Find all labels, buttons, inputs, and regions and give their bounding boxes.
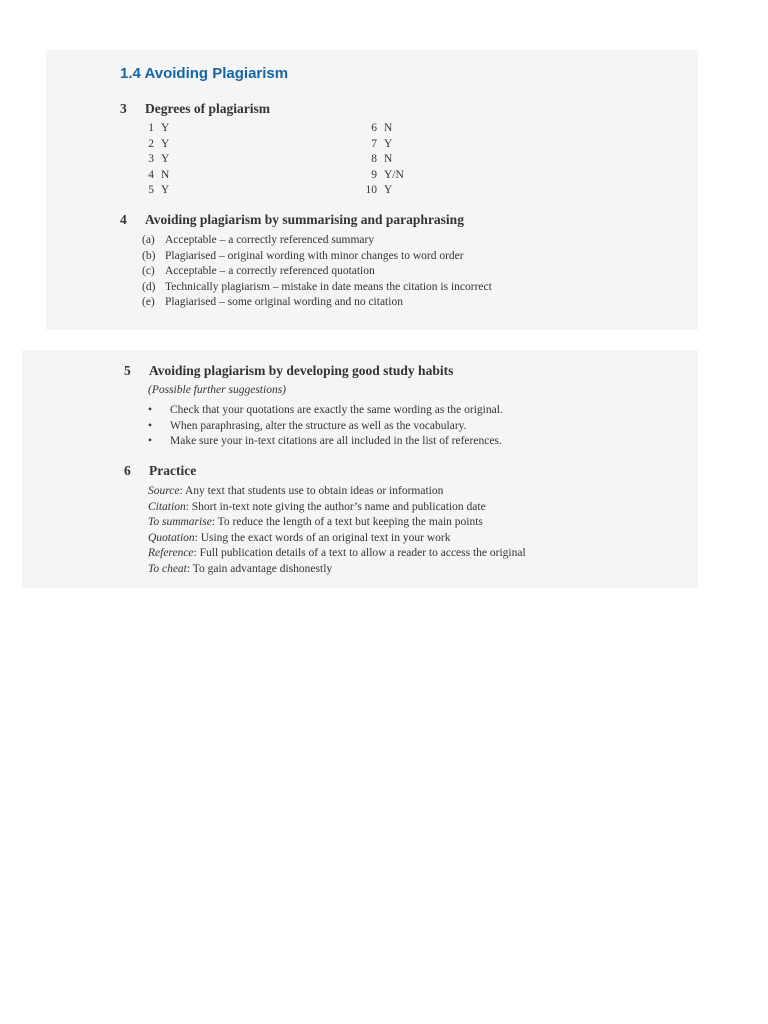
degree-answer: Y — [161, 184, 170, 197]
degree-answer: Y — [384, 137, 393, 150]
degree-number: 9 — [371, 168, 377, 181]
list-item — [148, 419, 503, 435]
degree-number: 3 — [148, 153, 154, 166]
degree-number: 6 — [371, 122, 377, 134]
section-title: Degrees of plagiarism — [145, 101, 270, 116]
degree-row — [361, 137, 404, 153]
bullet: • — [148, 435, 153, 448]
definition-row — [148, 500, 526, 516]
definition-row — [148, 484, 526, 500]
section-number: 3 — [120, 101, 127, 116]
degree-answer: N — [384, 153, 393, 166]
definition-row — [148, 546, 526, 562]
list-item — [148, 434, 503, 450]
section-3-heading — [120, 101, 270, 117]
item-text: Acceptable – a correctly referenced quotation — [165, 265, 375, 278]
bullet: • — [148, 404, 153, 416]
degree-row — [361, 152, 404, 168]
definition-row — [148, 515, 526, 531]
definitions-list — [148, 484, 526, 578]
degree-answer: N — [384, 122, 393, 134]
degree-row — [138, 121, 169, 137]
degree-row — [138, 183, 169, 199]
definition-term: Citation — [148, 500, 186, 513]
definition-term: Quotation — [148, 531, 195, 544]
definition-text: : To gain advantage dishonestly — [186, 562, 333, 575]
degree-number: 10 — [365, 184, 377, 197]
definition-row — [148, 531, 526, 547]
degree-number: 2 — [148, 137, 154, 150]
section-6-heading — [124, 463, 196, 479]
definition-text: : Short in-text note giving the author’s name and publication date — [185, 500, 486, 513]
list-item — [142, 249, 492, 265]
definition-term: To summarise — [148, 516, 212, 529]
definition-term: Source — [148, 485, 180, 497]
definition-row — [148, 562, 526, 578]
item-text: Plagiarised – some original wording and no citation — [165, 296, 403, 309]
definition-term: To cheat — [148, 562, 187, 575]
section-5-heading — [124, 363, 453, 379]
degree-row — [361, 183, 404, 199]
item-text: Plagiarised – original wording with minor changes to word order — [165, 249, 464, 262]
section-number: 4 — [120, 212, 127, 227]
section-title: Avoiding plagiarism by summarising and paraphrasing — [145, 212, 464, 227]
degree-number: 4 — [148, 168, 154, 181]
definition-text: : To reduce the length of a text but keeping the main points — [211, 516, 483, 529]
degree-answer: Y/N — [384, 168, 404, 181]
degree-answer: Y — [161, 137, 170, 150]
degree-number: 1 — [148, 122, 154, 134]
list-item — [148, 403, 503, 419]
item-text: Make sure your in-text citations are all included in the list of references. — [170, 435, 502, 448]
item-label: (c) — [142, 265, 155, 278]
list-item — [142, 233, 492, 249]
degree-row — [138, 168, 169, 184]
paraphrase-answer-list — [142, 233, 492, 311]
section-number: 5 — [124, 363, 131, 378]
section-number: 6 — [124, 463, 131, 478]
degree-number: 8 — [371, 153, 377, 166]
item-text: When paraphrasing, alter the structure as well as the vocabulary. — [170, 419, 467, 432]
section-5-note: (Possible further suggestions) — [148, 384, 286, 396]
section-title: Avoiding plagiarism by developing good study habits — [149, 363, 454, 378]
degree-row — [361, 121, 404, 137]
degree-number: 5 — [148, 184, 154, 197]
degree-row — [138, 137, 169, 153]
degree-answer: Y — [384, 184, 393, 197]
degrees-column-left — [138, 121, 169, 199]
degree-answer: N — [161, 168, 170, 181]
list-item — [142, 280, 492, 296]
definition-text: : Using the exact words of an original text in your work — [194, 531, 451, 544]
list-item — [142, 264, 492, 280]
definition-text: : Any text that students use to obtain ideas or information — [179, 485, 444, 497]
item-text: Check that your quotations are exactly the same wording as the original. — [170, 404, 503, 416]
degree-answer: Y — [161, 153, 170, 166]
degree-number: 7 — [371, 137, 377, 150]
section-4-heading — [120, 212, 464, 228]
page-title: 1.4 Avoiding Plagiarism — [120, 65, 289, 82]
item-text: Technically plagiarism – mistake in date means the citation is incorrect — [165, 280, 492, 293]
degrees-column-right — [361, 121, 404, 199]
degree-row — [138, 152, 169, 168]
study-habits-list — [148, 403, 503, 450]
section-title: Practice — [149, 463, 197, 478]
item-label: (e) — [142, 296, 155, 309]
definition-text: : Full publication details of a text to allow a reader to access the original — [193, 547, 526, 560]
item-label: (b) — [142, 249, 156, 262]
definition-term: Reference — [148, 547, 194, 560]
item-label: (d) — [142, 280, 156, 293]
bullet: • — [148, 419, 153, 432]
list-item — [142, 295, 492, 311]
degree-row — [361, 168, 404, 184]
degree-answer: Y — [161, 122, 170, 134]
item-text: Acceptable – a correctly referenced summary — [165, 234, 375, 246]
item-label: (a) — [142, 234, 155, 246]
